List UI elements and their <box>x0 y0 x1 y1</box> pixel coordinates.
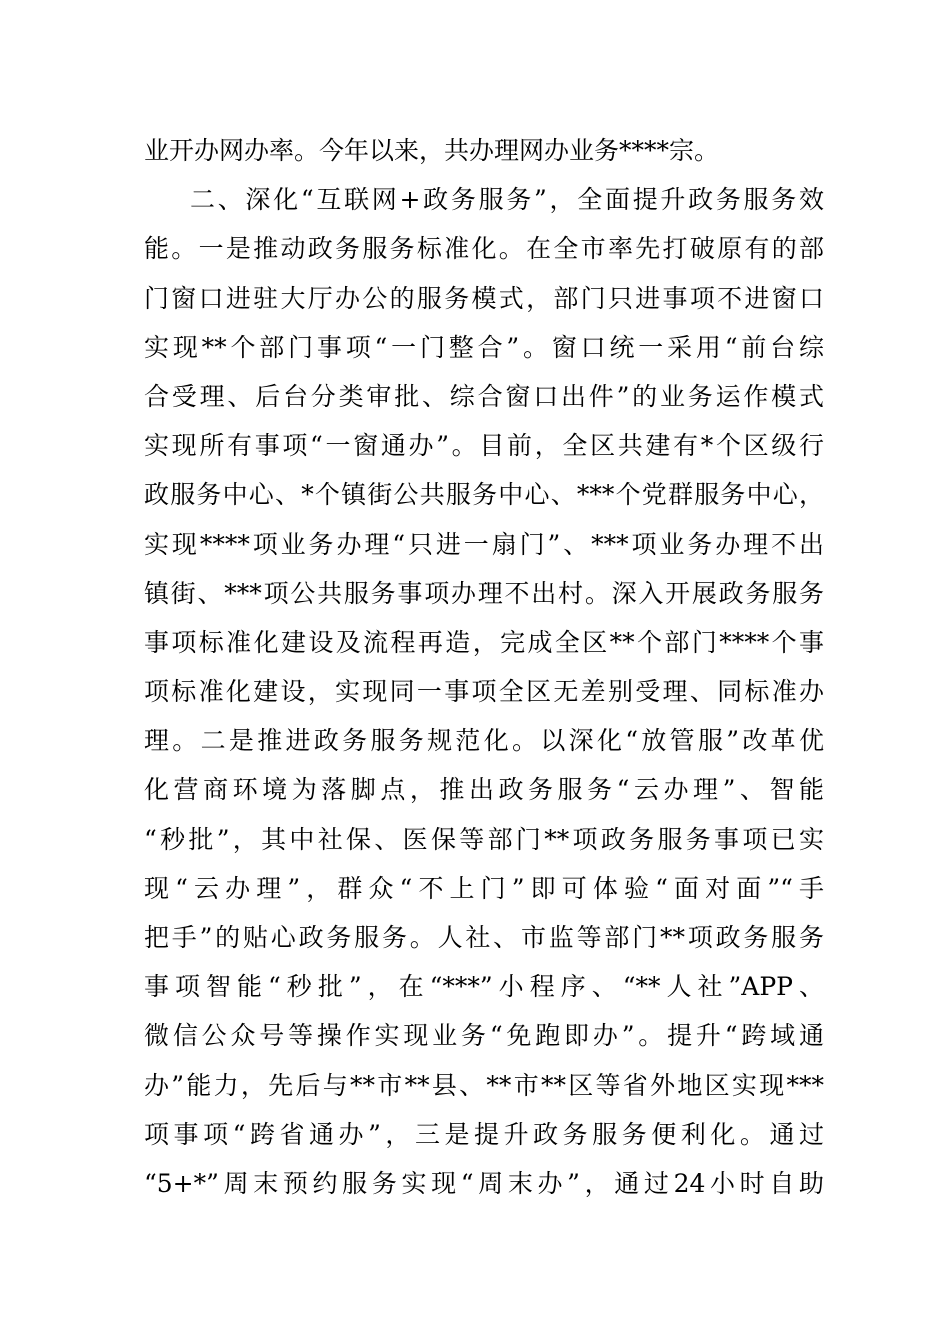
text-line-9: 实现****项业务办理“只进一扇门”、***项业务办理不出 <box>144 529 824 559</box>
text-line-19: 微信公众号等操作实现业务“免跑即办”。提升“跨域通 <box>144 1021 824 1051</box>
text-line-16: 现“云办理”，群众“不上门”即可体验“面对面”“手 <box>144 873 824 903</box>
text-line-12: 项标准化建设，实现同一事项全区无差别受理、同标准办 <box>144 677 824 707</box>
text-line-17: 把手”的贴心政务服务。人社、市监等部门**项政务服务 <box>144 923 824 952</box>
text-line-20: 办”能力，先后与**市**县、**市**区等省外地区实现*** <box>144 1070 824 1100</box>
text-line-22: “5+*”周末预约服务实现“周末办”，通过24小时自助 <box>144 1168 824 1198</box>
text-line-8: 政服务中心、*个镇街公共服务中心、***个党群服务中心， <box>144 480 824 510</box>
text-line-10: 镇街、***项公共服务事项办理不出村。深入开展政务服务 <box>144 578 824 608</box>
text-line-15: “秒批”，其中社保、医保等部门**项政务服务事项已实 <box>144 824 824 854</box>
text-line-13: 理。二是推进政务服务规范化。以深化“放管服”改革优 <box>144 726 824 756</box>
body-text <box>144 126 824 1208</box>
text-line-1: 业开办网办率。今年以来，共办理网办业务****宗。 <box>144 136 720 165</box>
text-line-7: 实现所有事项“一窗通办”。目前，全区共建有*个区级行 <box>144 431 824 461</box>
text-line-14: 化营商环境为落脚点，推出政务服务“云办理”、智能 <box>144 775 824 805</box>
text-line-11: 事项标准化建设及流程再造，完成全区**个部门****个事 <box>144 627 824 657</box>
text-line-18: 事项智能“秒批”，在“***”小程序、“**人社”APP、 <box>144 972 824 1002</box>
text-line-6: 合受理、后台分类审批、综合窗口出件”的业务运作模式 <box>144 381 824 411</box>
text-line-21: 项事项“跨省通办”，三是提升政务服务便利化。通过 <box>144 1119 824 1149</box>
text-line-2: 二、深化“互联网+政务服务”，全面提升政务服务效 <box>190 185 824 215</box>
text-line-5: 实现**个部门事项“一门整合”。窗口统一采用“前台综 <box>144 332 824 362</box>
text-line-3: 能。一是推动政务服务标准化。在全市率先打破原有的部 <box>144 234 824 264</box>
text-line-4: 门窗口进驻大厅办公的服务模式，部门只进事项不进窗口 <box>144 283 824 313</box>
